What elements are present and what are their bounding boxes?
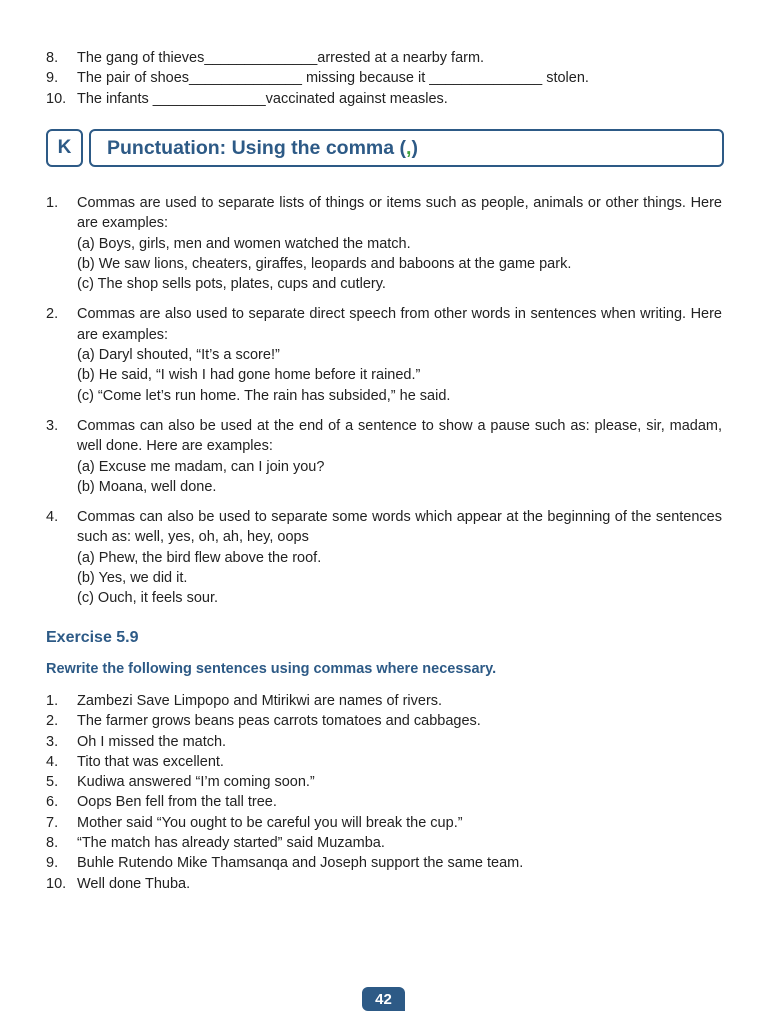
item-number: 7. — [46, 814, 59, 831]
exercise-item — [46, 853, 726, 873]
exercise-item — [46, 792, 726, 812]
rule-number: 2. — [46, 306, 59, 323]
item-number: 4. — [46, 753, 59, 770]
rule-text: Commas are also used to separate direct speech from other words in sentences when writing. Here are examples: — [77, 306, 722, 343]
exercise-item — [46, 813, 726, 833]
item-number: 6. — [46, 794, 59, 811]
item-number: 9. — [46, 70, 59, 87]
page-number-badge: 42 — [362, 987, 405, 1011]
rule-number: 3. — [46, 417, 59, 434]
exercise-item — [46, 874, 726, 894]
exercise-item — [46, 711, 726, 731]
exercise-item — [46, 691, 726, 711]
rule-item — [46, 193, 722, 294]
exercise-item — [46, 833, 726, 853]
list-item — [46, 89, 726, 109]
rule-text: Commas are used to separate lists of things or items such as people, animals or other things. Here are examples: — [77, 195, 722, 232]
exercise-list — [46, 691, 726, 894]
item-text: Buhle Rutendo Mike Thamsanqa and Joseph support the same team. — [77, 855, 524, 872]
rule-item — [46, 304, 722, 405]
rule-example: (c) “Come let’s run home. The rain has subsided,” he said. — [77, 387, 451, 404]
item-text: Oh I missed the match. — [77, 733, 227, 750]
rule-item — [46, 507, 722, 608]
section-heading — [46, 129, 724, 167]
rule-example: (c) Ouch, it feels sour. — [77, 590, 219, 607]
previous-exercise-list — [46, 48, 726, 109]
section-title-prefix: Punctuation: Using the comma ( — [107, 136, 407, 159]
item-text: The farmer grows beans peas carrots tomatoes and cabbages. — [77, 713, 481, 730]
item-number: 8. — [46, 835, 59, 852]
exercise-instruction: Rewrite the following sentences using commas where necessary. — [46, 661, 497, 677]
rule-text: Commas can also be used at the end of a sentence to show a pause such as: please, sir, madam, well done. Here are examples: — [77, 417, 722, 455]
rule-example: (b) He said, “I wish I had gone home before it rained.” — [77, 367, 421, 384]
item-text: Kudiwa answered “I’m coming soon.” — [77, 774, 315, 791]
exercise-item — [46, 752, 726, 772]
item-text: The pair of shoes______________ missing because it ______________ stolen. — [77, 70, 589, 87]
list-item — [46, 48, 726, 68]
rule-example: (b) Moana, well done. — [77, 478, 217, 495]
rule-example: (b) We saw lions, cheaters, giraffes, leopards and baboons at the game park. — [77, 255, 572, 272]
exercise-title: Exercise 5.9 — [46, 629, 139, 646]
exercise-item — [46, 772, 726, 792]
rule-example: (b) Yes, we did it. — [77, 570, 188, 587]
item-number: 8. — [46, 50, 59, 66]
item-text: Well done Thuba. — [77, 875, 191, 892]
item-text: Oops Ben fell from the tall tree. — [77, 794, 277, 811]
item-text: Mother said “You ought to be careful you will break the cup.” — [77, 814, 463, 831]
section-title-comma: , — [406, 136, 412, 159]
rule-example: (a) Excuse me madam, can I join you? — [77, 458, 325, 475]
item-number: 1. — [46, 693, 59, 709]
item-number: 9. — [46, 855, 59, 872]
item-number: 10. — [46, 90, 67, 107]
section-letter-box: K — [46, 129, 83, 167]
item-text: Zambezi Save Limpopo and Mtirikwi are names of rivers. — [77, 693, 443, 709]
rule-number: 4. — [46, 509, 59, 526]
rule-example: (a) Phew, the bird flew above the roof. — [77, 549, 322, 566]
section-title-suffix: ) — [411, 136, 418, 159]
item-text: Tito that was excellent. — [77, 753, 224, 770]
rule-number: 1. — [46, 195, 59, 211]
rule-text: Commas can also be used to separate some words which appear at the beginning of the sentences such as: well, yes, oh, ah, hey, oops — [77, 509, 722, 546]
rule-example: (a) Daryl shouted, “It’s a score!” — [77, 347, 280, 364]
item-number: 2. — [46, 713, 59, 730]
item-number: 5. — [46, 774, 59, 791]
rule-example: (a) Boys, girls, men and women watched the match. — [77, 235, 411, 252]
section-title — [89, 129, 724, 167]
comma-rules-list — [46, 193, 722, 619]
rule-item — [46, 416, 722, 497]
item-number: 10. — [46, 875, 67, 892]
rule-example: (c) The shop sells pots, plates, cups and cutlery. — [77, 276, 386, 293]
list-item — [46, 68, 726, 88]
item-text: “The match has already started” said Muzamba. — [77, 835, 385, 852]
item-text: The infants ______________vaccinated against measles. — [77, 90, 448, 107]
item-number: 3. — [46, 733, 59, 750]
item-text: The gang of thieves______________arrested at a nearby farm. — [77, 50, 485, 66]
exercise-item — [46, 732, 726, 752]
